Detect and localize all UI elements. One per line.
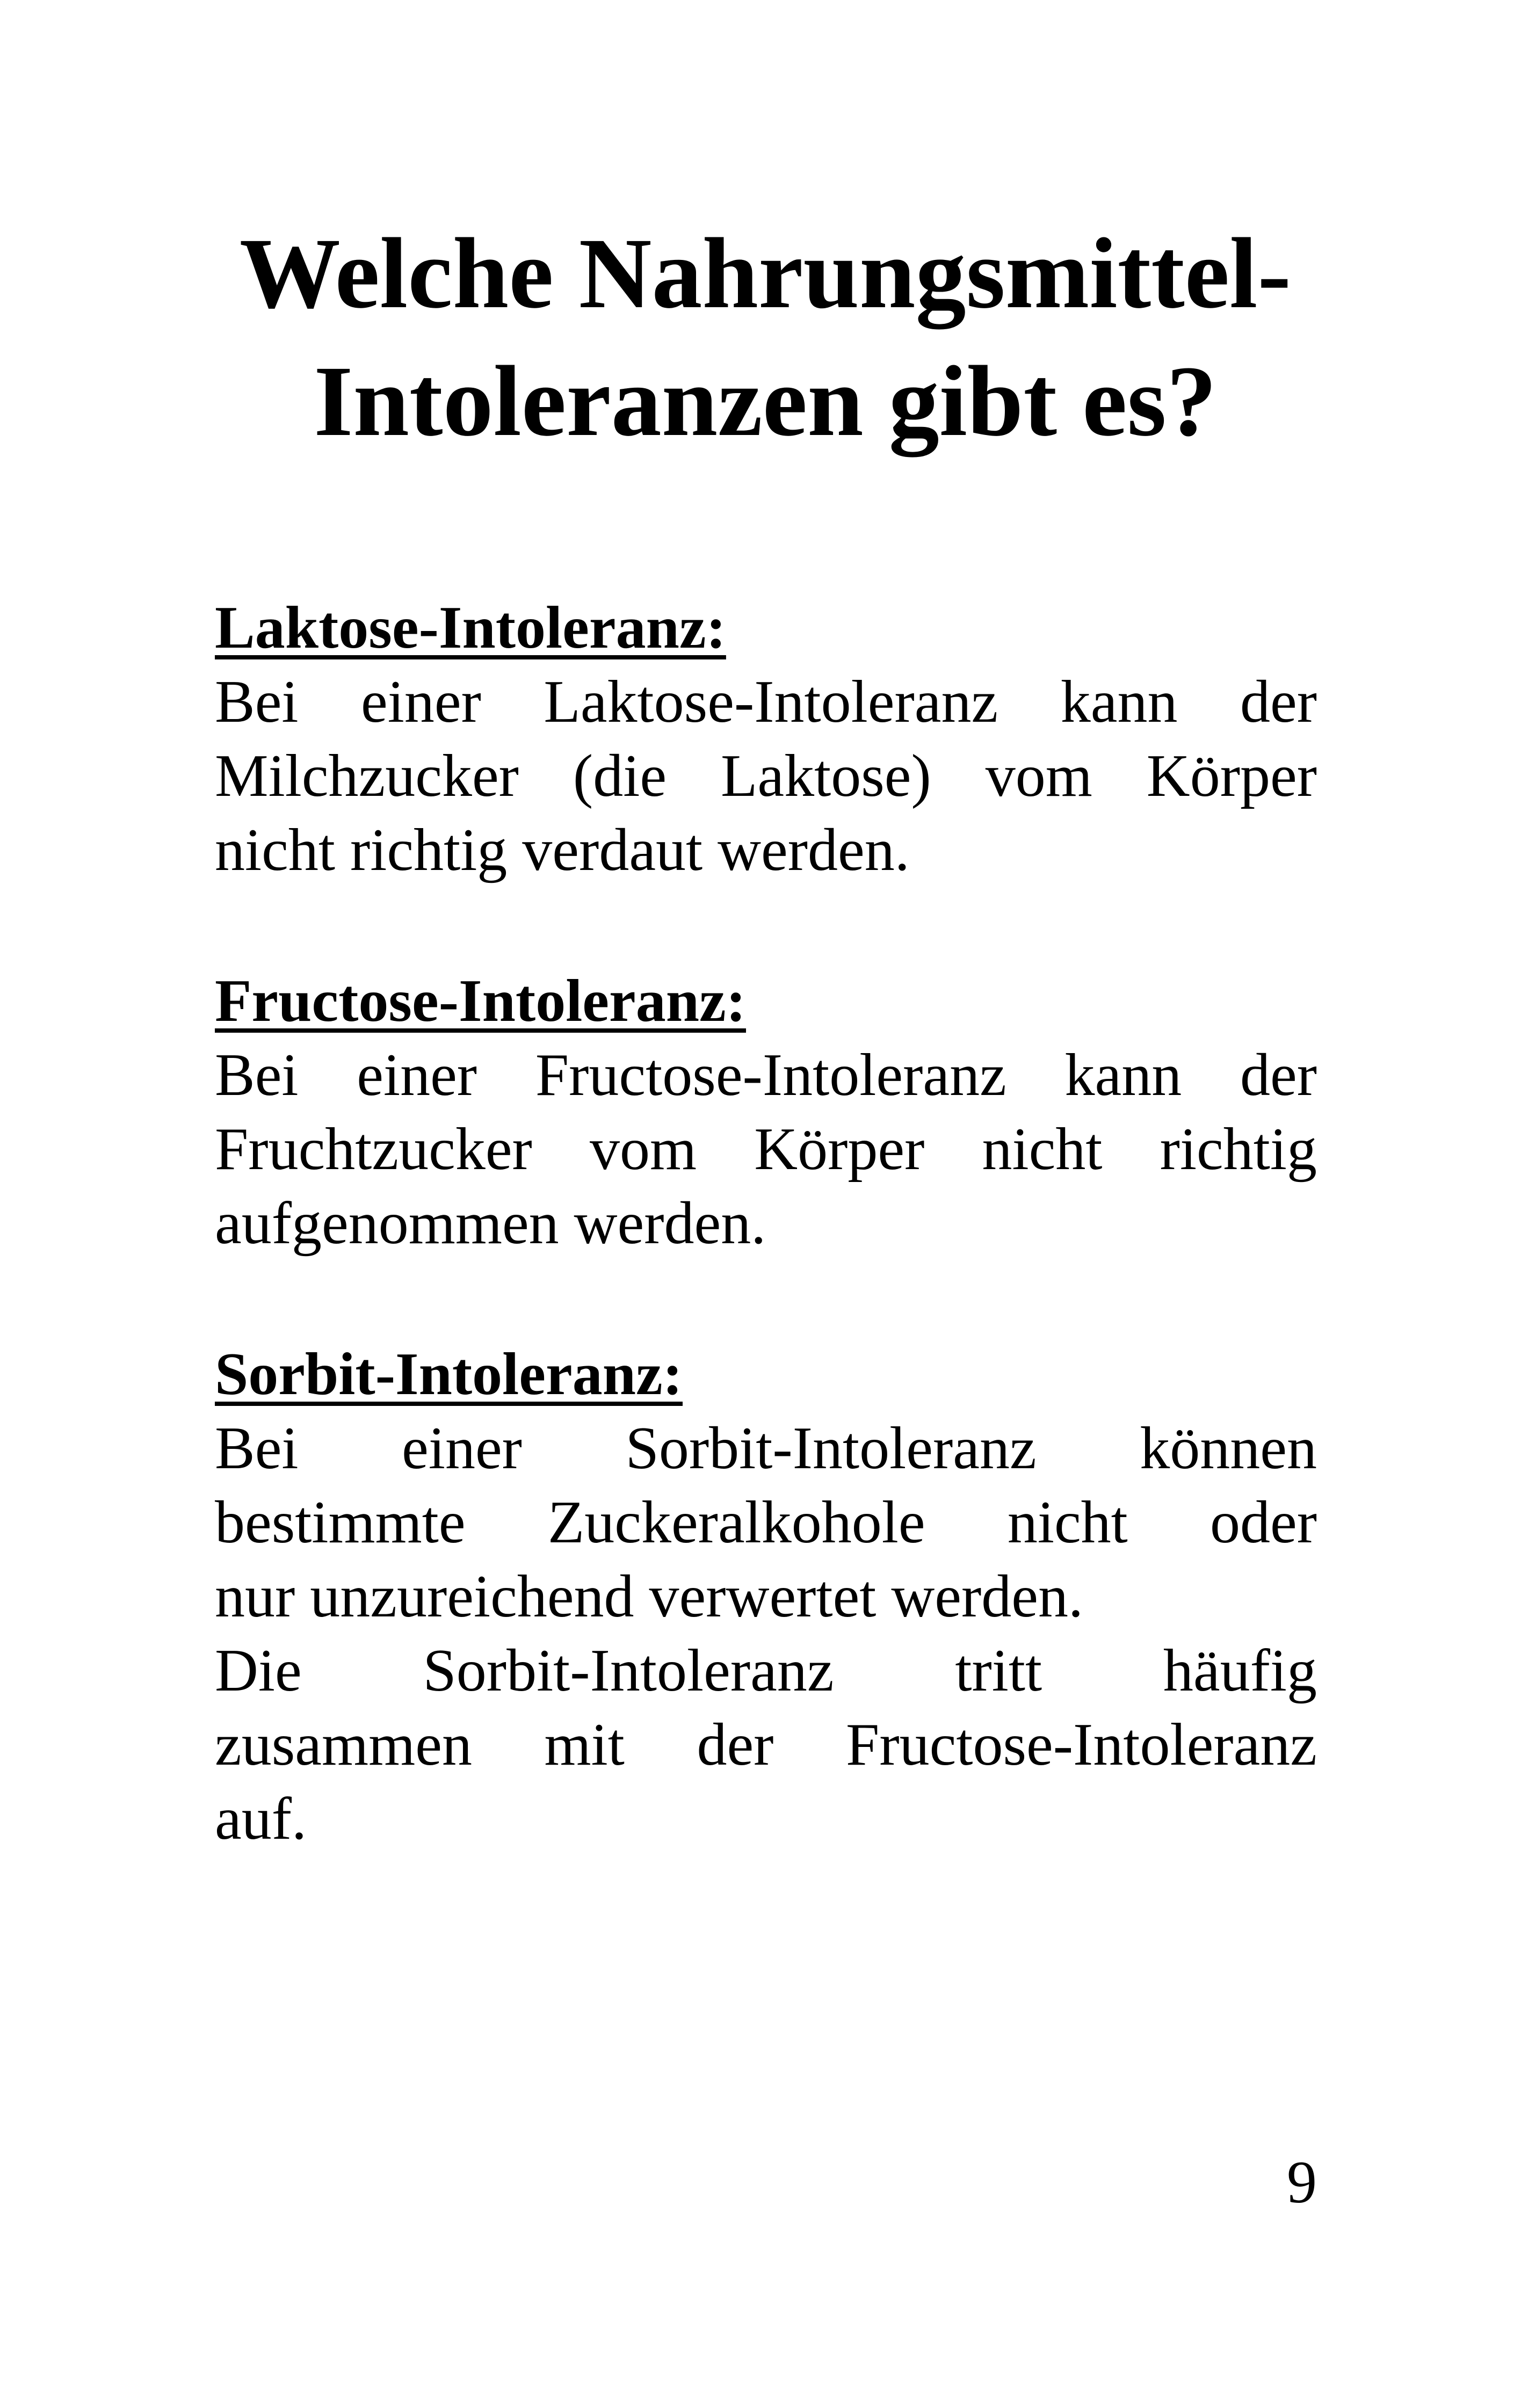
body-line: bestimmte Zuckeralkohole nicht oder	[215, 1489, 1317, 1556]
page-number: 9	[1287, 2149, 1317, 2216]
body-line: Bei einer Fructose-Intoleranz kann der	[215, 1042, 1317, 1108]
body-line: Bei einer Laktose-Intoleranz kann der	[215, 669, 1317, 735]
body-line: nicht richtig verdaut werden.	[215, 817, 910, 883]
body-line: Bei einer Sorbit-Intoleranz können	[215, 1415, 1317, 1482]
page-title	[204, 209, 1327, 465]
body-line: auf.	[215, 1786, 307, 1852]
section-laktose	[215, 591, 1317, 887]
body-line: zusammen mit der Fructose-Intoleranz	[215, 1711, 1317, 1778]
body-line: Die Sorbit-Intoleranz tritt häufig	[215, 1637, 1317, 1704]
page-title-line-1: Welche Nahrungsmittel-	[239, 217, 1292, 329]
body-line: Milchzucker (die Laktose) vom Körper	[215, 743, 1317, 809]
section-fructose	[215, 964, 1317, 1260]
body-line: nur unzureichend verwertet werden.	[215, 1563, 1083, 1630]
body-line: Fruchtzucker vom Körper nicht richtig	[215, 1116, 1317, 1183]
section-sorbit	[215, 1337, 1317, 1856]
section-heading-fructose: Fructose-Intoleranz:	[215, 968, 747, 1034]
body-line: aufgenommen werden.	[215, 1190, 766, 1257]
section-heading-laktose: Laktose-Intoleranz:	[215, 594, 726, 661]
page-title-line-2: Intoleranzen gibt es?	[314, 345, 1217, 457]
section-heading-sorbit: Sorbit-Intoleranz:	[215, 1341, 683, 1408]
